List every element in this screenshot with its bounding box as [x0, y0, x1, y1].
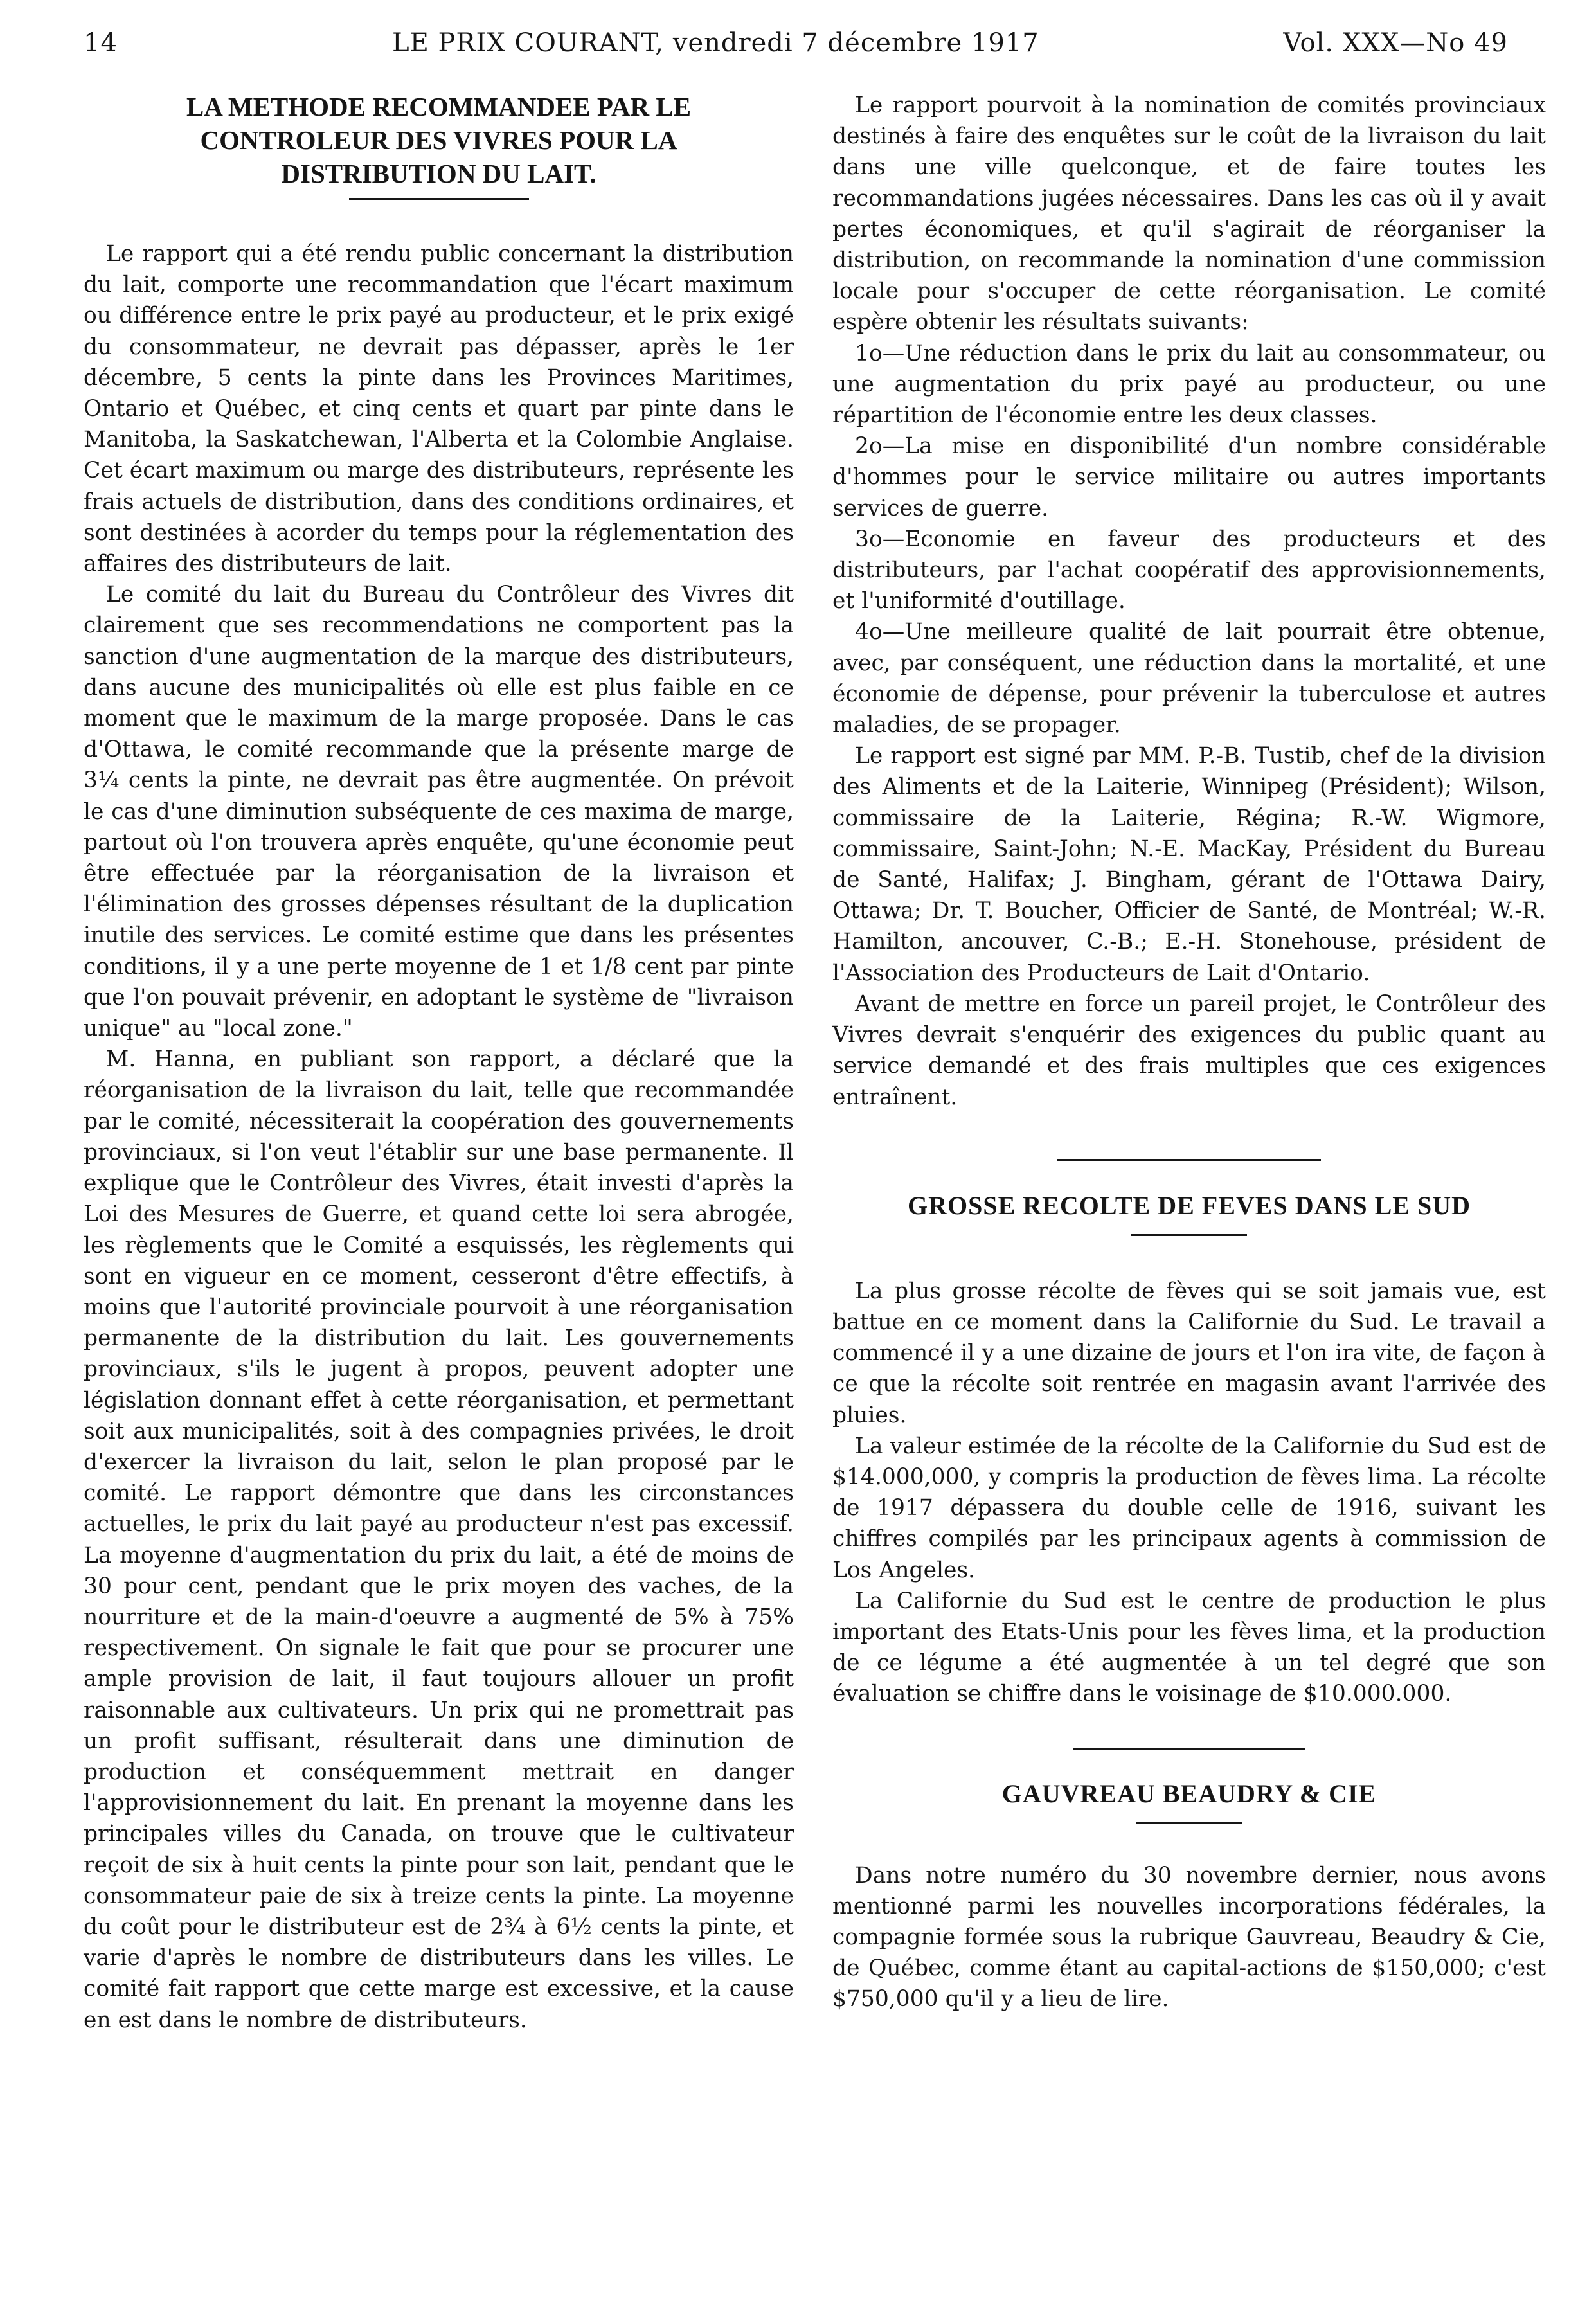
- volume-number: Vol. XXX—No 49: [1283, 28, 1508, 58]
- article-paragraph: La Californie du Sud est le centre de production le plus important des Etats-Unis pour les fèves lima, et la production de ce légume a été augmentée à un tel degré que son évaluation se chiffre dans le voisinage de $10.000.000.: [832, 1588, 1546, 1707]
- article-paragraph: Le rapport pourvoit à la nomination de comités provinciaux destinés à faire des enquêtes sur le coût de la livraison du lait dans une ville quelconque, et de faire toutes les recommandations jugées nécessaires. Dans les cas où il y avait pertes économiques, et qu'il s'agirait de réorganiser la distribution, on recommande la nomination d'une commission locale pour s'occuper de cette réorganisation. Le comité espère obtenir les résultats suivants:: [832, 93, 1546, 336]
- left-column: [84, 90, 794, 2036]
- page-number: 14: [84, 28, 118, 58]
- title-rule: [1136, 1822, 1242, 1824]
- article-paragraph: 2o—La mise en disponibilité d'un nombre considérable d'hommes pour le service militaire ou autres importants services de guerre.: [832, 433, 1546, 521]
- article-paragraph: M. Hanna, en publiant son rapport, a déclaré que la réorganisation de la livraison du lait, telle que recommandée par le comité, nécessiterait la coopération des gouvernements provinciaux, si l'on veut l'établir sur une base permanente. Il explique que le Contrôleur des Vivres, était investi d'après la Loi des Mesures de Guerre, et quand cette loi sera abrogée, les règlements que le Comité a esquissés, les règlements qui sont en vigueur en ce moment, cesseront d'être effectifs, à moins que l'autorité provinciale pourvoit à une réorganisation permanente de la distribution du lait. Les gouvernements provinciaux, s'ils le jugent à propos, peuvent adopter une législation donnant effet à cette réorganisation, et permettant soit aux municipalités, soit à des compagnies privées, le droit d'exercer la livraison du lait, selon le plan proposé par le comité. Le rapport démontre que dans les circonstances actuelles, le prix du lait payé au producteur n'est pas excessif. La moyenne d'augmentation du prix du lait, a été de moins de 30 pour cent, pendant que le prix moyen des vaches, de la nourriture et de la main-d'oeuvre a augmenté de 5% à 75% respectivement. On signale le fait que pour se procurer une ample provision de lait, il faut toujours allouer un profit raisonnable aux cultivateurs. Un prix qui ne promettrait pas un profit suffisant, résulterait dans une diminution de production et conséquemment mettrait en danger l'approvisionnement du lait. En prenant la moyenne dans les principales villes du Canada, on trouve que le cultivateur reçoit de six à huit cents la pinte pour son lait, pendant que le consommateur paie de six à treize cents la pinte. La moyenne du coût pour le distributeur est de 2¾ à 6½ cents la pinte, et varie d'après le nombre de distributeurs dans les villes. Le comité fait rapport que cette marge est excessive, et la cause en est dans le nombre de distributeurs.: [84, 1046, 794, 2033]
- section-divider: [1057, 1159, 1321, 1161]
- page-header: [84, 28, 1508, 67]
- title-rule: [349, 198, 529, 200]
- article-paragraph: Le rapport est signé par MM. P.-B. Tustib, chef de la division des Aliments et de la Laiterie, Winnipeg (Président); Wilson, commissaire de la Laiterie, Régina; R.-W. Wigmore, commissaire, Saint-John; N.-E. MacKay, Président du Bureau de Santé, Halifax; J. Bingham, gérant de l'Ottawa Dairy, Ottawa; Dr. T. Boucher, Officier de Santé, de Montréal; W.-R. Hamilton, ancouver, C.-B.; E.-H. Stonehouse, président de l'Association des Producteurs de Lait d'Ontario.: [832, 743, 1546, 986]
- article-paragraph: Dans notre numéro du 30 novembre dernier, nous avons mentionné parmi les nouvelles incorporations fédérales, la compagnie formée sous la rubrique Gauvreau, Beaudry & Cie, de Québec, comme étant au capital-actions de $150,000; c'est $750,000 qu'il y a lieu de lire.: [832, 1862, 1546, 2013]
- article-title-gauvreau: GAUVREAU BEAUDRY & CIE: [1001, 1779, 1377, 1808]
- publication-line: LE PRIX COURANT, vendredi 7 décembre 1917: [392, 28, 1039, 58]
- article-paragraph: La plus grosse récolte de fèves qui se soit jamais vue, est battue en ce moment dans la Californie du Sud. Le travail a commencé il y a une dizaine de jours et l'on ira vite, de façon à ce que la récolte soit rentrée en magasin avant l'arrivée des pluies.: [832, 1278, 1546, 1428]
- article-paragraph: La valeur estimée de la récolte de la Californie du Sud est de $14.000,000, y compris la production de fèves lima. La récolte de 1917 dépassera du double celle de 1916, suivant les chiffres compilés par les principaux agents à commission de Los Angeles.: [832, 1433, 1546, 1583]
- article-paragraph: Le comité du lait du Bureau du Contrôleur des Vivres dit clairement que ses recommendations ne comportent pas la sanction d'une augmentation de la marque des distributeurs, dans aucune des municipalités où elle est plus faible en ce moment que le maximum de la marge proposée. Dans le cas d'Ottawa, le comité recommande que la présente marge de 3¼ cents la pinte, ne devrait pas être augmentée. On prévoit le cas d'une diminution subséquente de ces maxima de marge, partout où l'on trouvera après enquête, qu'une économie peut être effectuée par la réorganisation de la livraison et l'élimination des grosses dépenses résultant de la duplication inutile des services. Le comité estime que dans les présentes conditions, il y a une perte moyenne de 1 et 1/8 cent par pinte que l'on pouvait prévenir, en adoptant le système de "livraison unique" au "local zone.": [84, 582, 794, 1042]
- section-divider: [1073, 1748, 1305, 1750]
- article-paragraph: 3o—Economie en faveur des producteurs et des distributeurs, par l'achat coopératif des approvisionnements, et l'uniformité d'outillage.: [832, 526, 1546, 614]
- title-rule: [1131, 1234, 1247, 1236]
- article-paragraph: Avant de mettre en force un pareil projet, le Contrôleur des Vivres devrait s'enquérir des exigences du public quant au service demandé et des frais multiples que ces exigences entraînent.: [832, 991, 1546, 1110]
- article-paragraph: 4o—Une meilleure qualité de lait pourrait être obtenue, avec, par conséquent, une réduction dans la mortalité, et une économie de dépense, pour prévenir la tuberculose et autres maladies, de se propager.: [832, 619, 1546, 739]
- article-paragraph: Le rapport qui a été rendu public concernant la distribution du lait, comporte une recommandation que l'écart maximum ou différence entre le prix payé au producteur, et le prix exigé du consommateur, ne devrait pas dépasser, après le 1er décembre, 5 cents la pinte dans les Provinces Maritimes, Ontario et Québec, et cinq cents et quart par pinte dans le Manitoba, la Saskatchewan, l'Alberta et la Colombie Anglaise. Cet écart maximum ou marge des distributeurs, représente les frais actuels de distribution, dans des conditions ordinaires, et sont destinées à acorder du temps pour la réglementation des affaires des distributeurs de lait.: [84, 241, 794, 577]
- section-gauvreau: [832, 1748, 1546, 2015]
- section-beans: [832, 1159, 1546, 1710]
- right-column: [832, 90, 1546, 2015]
- article-paragraph: 1o—Une réduction dans le prix du lait au consommateur, ou une augmentation du prix payé au producteur, ou une répartition de l'économie entre les deux classes.: [832, 340, 1546, 429]
- article-title-milk: LA METHODE RECOMMANDEE PAR LE CONTROLEUR DES VIVRES POUR LA DISTRIBUTION DU LAIT.: [186, 92, 692, 188]
- article-title-beans: GROSSE RECOLTE DE FEVES DANS LE SUD: [908, 1190, 1471, 1220]
